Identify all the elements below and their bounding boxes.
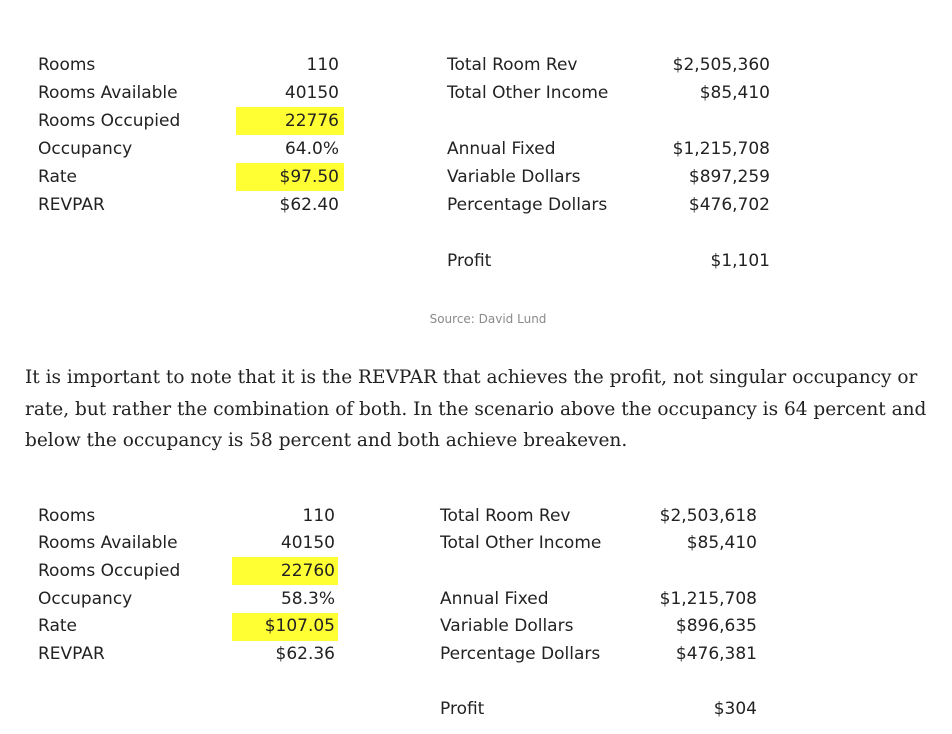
row-value-percentage-dollars: $476,702 <box>688 195 770 215</box>
body-paragraph: It is important to note that it is the REVPAR that achieves the profit, not singular occupancy or rate, but rather the combination of both. In the scenario above the occupancy is 64 percent and below the occupancy is 58 percent and both achieve breakeven. <box>25 367 927 451</box>
row-label-rooms-available: Rooms Available <box>38 533 178 553</box>
row-label-total-other-income: Total Other Income <box>440 533 602 553</box>
row-label-total-room-rev: Total Room Rev <box>447 55 578 75</box>
row-label-variable-dollars: Variable Dollars <box>440 616 574 636</box>
row-label-rooms: Rooms <box>38 506 96 526</box>
row-value-rooms-available: 40150 <box>284 83 339 103</box>
row-label-annual-fixed: Annual Fixed <box>440 589 549 609</box>
row-value-annual-fixed: $1,215,708 <box>672 139 770 159</box>
row-label-occupancy: Occupancy <box>38 139 133 159</box>
row-value-revpar: $62.36 <box>275 644 335 664</box>
row-value-total-room-rev: $2,503,618 <box>659 506 757 526</box>
row-value-rooms: 110 <box>302 506 335 526</box>
row-value-rate: $97.50 <box>279 167 339 187</box>
image-caption: Source: David Lund <box>429 312 547 326</box>
row-value-variable-dollars: $897,259 <box>688 167 770 187</box>
row-value-profit: $304 <box>713 699 757 719</box>
row-value-rooms: 110 <box>306 55 339 75</box>
row-value-variable-dollars: $896,635 <box>675 616 757 636</box>
row-label-percentage-dollars: Percentage Dollars <box>440 644 601 664</box>
row-value-occupancy: 64.0% <box>284 139 339 159</box>
row-label-total-room-rev: Total Room Rev <box>440 506 571 526</box>
row-label-rooms-available: Rooms Available <box>38 83 178 103</box>
row-label-rate: Rate <box>38 616 77 636</box>
row-value-rooms-occupied: 22776 <box>284 111 339 131</box>
row-value-total-room-rev: $2,505,360 <box>672 55 770 75</box>
row-value-total-other-income: $85,410 <box>699 83 770 103</box>
row-label-annual-fixed: Annual Fixed <box>447 139 556 159</box>
row-label-revpar: REVPAR <box>38 644 105 664</box>
row-value-percentage-dollars: $476,381 <box>675 644 757 664</box>
row-label-rooms: Rooms <box>38 55 96 75</box>
row-label-rooms-occupied: Rooms Occupied <box>38 561 181 581</box>
row-value-profit: $1,101 <box>710 251 770 271</box>
row-value-annual-fixed: $1,215,708 <box>659 589 757 609</box>
row-label-revpar: REVPAR <box>38 195 105 215</box>
row-value-total-other-income: $85,410 <box>686 533 757 553</box>
row-value-rooms-occupied: 22760 <box>280 561 335 581</box>
row-label-profit: Profit <box>440 699 485 719</box>
row-label-profit: Profit <box>447 251 492 271</box>
row-value-revpar: $62.40 <box>279 195 339 215</box>
row-value-rooms-available: 40150 <box>280 533 335 553</box>
row-label-occupancy: Occupancy <box>38 589 133 609</box>
row-value-occupancy: 58.3% <box>280 589 335 609</box>
row-label-variable-dollars: Variable Dollars <box>447 167 581 187</box>
row-value-rate: $107.05 <box>264 616 335 636</box>
row-label-rooms-occupied: Rooms Occupied <box>38 111 181 131</box>
row-label-rate: Rate <box>38 167 77 187</box>
row-label-percentage-dollars: Percentage Dollars <box>447 195 608 215</box>
row-label-total-other-income: Total Other Income <box>447 83 609 103</box>
